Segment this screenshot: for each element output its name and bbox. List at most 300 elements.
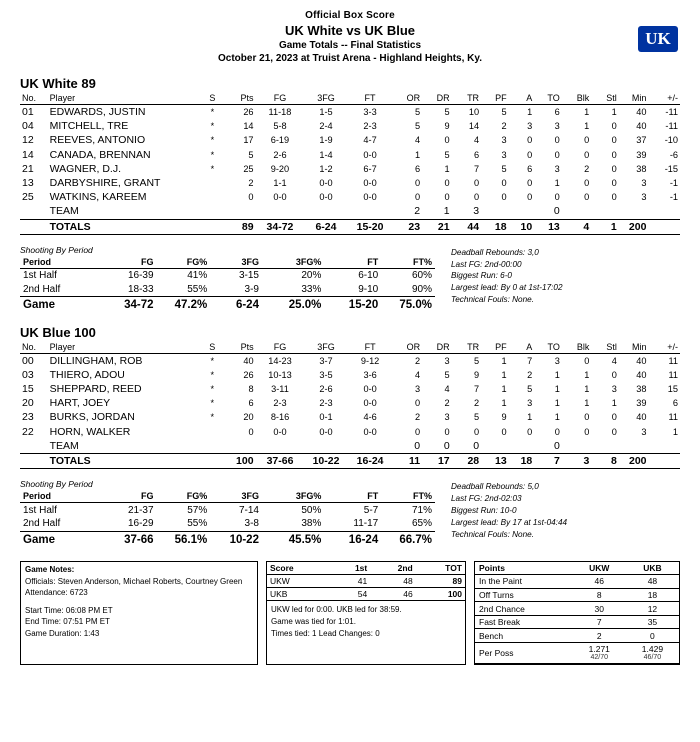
cell-dr: 5 [444,107,450,118]
cell-3fg: 0-1 [319,412,333,423]
table-row [475,602,679,616]
cell-to: 0 [554,192,560,203]
cell-3fgpct: 33% [301,283,322,295]
cell-player: DILLINGHAM, ROB [49,354,143,367]
cell-dr: 1 [443,205,450,218]
cell-player: BURKS, JORDAN [49,411,135,424]
col-ukb: UKB [626,562,679,575]
cell-no: 22 [22,425,34,438]
blue-note-lastfg: Last FG: 2nd-02:03 [451,494,522,504]
cell-a: 1 [527,107,533,118]
col-pf: PF [481,341,509,354]
col-stl: Stl [591,341,619,354]
cell-ukb: 18 [626,588,679,602]
col-period: Period [20,256,100,269]
cell-fg: 3-11 [271,384,289,395]
cell-ft: 16-24 [324,531,381,547]
cell-ft: 0-0 [363,149,377,160]
cell-no: 12 [22,134,34,147]
cell-fg: 21-37 [127,504,154,516]
cell-dr: 21 [422,219,452,234]
cell-3fg: 3-7 [319,355,333,366]
cell-dr: 9 [444,121,450,132]
attendance-line: Attendance: 6723 [25,588,88,598]
cell-ft: 0-0 [363,384,377,395]
cell-ft: 9-12 [360,355,380,366]
cell-pts: 6 [248,398,254,409]
cell-pm: -11 [665,107,678,118]
linescore-box [266,561,466,665]
cell-3fg: 7-14 [238,504,259,516]
cell-ft: 15-20 [324,297,381,313]
footer-section [20,561,680,665]
cell-period: 2nd Half [23,283,61,295]
col-plusminus: +/- [648,92,680,105]
cell-to: 0 [554,439,560,452]
cell-period: 1st Half [23,504,57,516]
cell-a: 3 [527,121,533,132]
team-label: TEAM [49,439,79,452]
cell-ft: 16-24 [348,453,393,468]
cell-fg: 34-72 [100,297,157,313]
cell-ft: 0-0 [363,426,377,437]
cell-period: Game [20,531,100,547]
cell-blk: 0 [584,355,590,366]
blue-shooting-table [20,490,435,547]
cell-stl: 0 [611,121,617,132]
cell-pm: -6 [669,149,678,160]
cell-fg: 10-13 [268,369,292,380]
cell-fgpct: 56.1% [157,531,211,547]
cell-s [199,425,226,439]
table-row [20,282,435,296]
cell-ftpct: 90% [411,283,432,295]
points-table [475,562,679,664]
table-row [20,119,680,133]
cell-or: 6 [414,163,421,174]
cell-min: 200 [619,453,649,468]
cell-fg: 0-0 [273,426,287,437]
blue-game-notes [445,479,680,547]
table-row [267,588,465,601]
cell-stl: 1 [591,219,619,234]
cell-s: * [210,369,215,380]
col-tr: TR [452,92,481,105]
cell-a: 0 [527,426,533,437]
cell-stl: 3 [611,384,617,395]
table-row [20,503,435,517]
cell-a: 18 [509,453,535,468]
cell-ft: 0-0 [363,398,377,409]
cell-3fg: 3-5 [319,369,333,380]
cell-no: 25 [22,191,34,204]
cell-ftpct: 65% [411,518,432,530]
cell-ft: 6-7 [363,163,377,174]
cell-min: 40 [636,107,647,118]
cell-pf: 5 [501,107,507,118]
per-poss-ukb-sub: 46/70 [643,654,662,662]
cell-s: * [210,121,215,132]
cell-pm: 11 [668,355,678,366]
cell-to: 3 [554,121,560,132]
col-s: S [199,92,226,105]
cell-fgpct: 41% [187,270,208,282]
cell-3fg: 1-9 [319,135,333,146]
cell-ftpct: 66.7% [381,531,435,547]
table-row [475,615,679,629]
cell-tr: 5 [474,412,480,423]
cell-ukw: 30 [573,602,626,616]
cell-fg: 8-16 [270,412,290,423]
cell-ukb: 35 [626,615,679,629]
cell-or: 0 [414,439,421,452]
team-rebounds-row [20,204,680,219]
col-blk: Blk [562,341,592,354]
cell-3fg: 3-15 [238,270,259,282]
white-player-rows [20,105,680,235]
cell-min: 40 [636,355,647,366]
cell-pf: 1 [501,355,507,366]
cell-min: 200 [619,219,649,234]
cell-fgpct: 57% [187,504,208,516]
cell-a: 0 [527,178,533,189]
cell-s: * [210,384,215,395]
col-min: Min [619,92,649,105]
cell-3fg: 0-0 [319,426,333,437]
table-row [475,629,679,643]
cell-s: * [210,355,215,366]
cell-3fgpct: 20% [301,270,322,282]
cell-player: THIERO, ADOU [49,368,125,381]
col-ft: FT [348,341,393,354]
cell-ukw: 2 [573,629,626,643]
header-line-1: Official Box Score [305,10,395,21]
cell-stl: 0 [611,369,617,380]
cell-3fgpct: 50% [301,504,322,516]
cell-to: 1 [554,412,560,423]
cell-pts: 40 [243,355,254,366]
cell-no: 23 [22,411,34,424]
cell-stl: 0 [611,412,617,423]
table-row [20,133,680,147]
cell-ft: 3-6 [363,369,377,380]
white-shooting-heading: Shooting By Period [20,244,93,255]
cell-3fg: 1-5 [319,107,333,118]
col-ft: FT [324,490,381,503]
col-to: TO [534,92,562,105]
cell-pts: 0 [248,426,254,437]
cell-ft: 6-10 [358,270,379,282]
cell-dr: 1 [444,163,450,174]
cell-label: Fast Break [475,615,573,629]
cell-ukb [626,643,679,664]
cell-to: 1 [554,178,560,189]
cell-pm: -15 [664,163,678,174]
white-game-notes [445,245,680,313]
cell-min: 40 [636,369,647,380]
cell-3fg: 10-22 [210,531,262,547]
col-player: Player [48,92,199,105]
col-s: S [199,341,226,354]
cell-pm: -1 [669,178,678,189]
cell-s [199,190,226,204]
cell-s: * [210,149,215,160]
cell-to: 3 [554,163,560,174]
end-time-line: End Time: 07:51 PM ET [25,617,110,627]
cell-label: Off Turns [475,588,573,602]
col-blk: Blk [562,92,592,105]
cell-min: 39 [636,149,647,160]
per-poss-ukw-sub: 42/70 [590,654,609,662]
cell-pts: 20 [243,412,254,423]
cell-3fgpct: 38% [301,518,322,530]
cell-no: 21 [22,162,34,175]
cell-to: 1 [554,369,560,380]
cell-blk: 1 [584,398,590,409]
cell-player: DARBYSHIRE, GRANT [49,177,161,190]
cell-or: 23 [393,219,423,234]
cell-to: 13 [534,219,562,234]
cell-no: 15 [22,383,34,396]
col-ftpct: FT% [381,490,435,503]
cell-or: 2 [414,205,421,218]
cell-or: 3 [415,384,421,395]
cell-blk: 2 [584,163,590,174]
cell-ft: 4-6 [363,412,377,423]
cell-pf: 1 [501,369,507,380]
cell-pf: 1 [501,384,507,395]
cell-dr: 0 [444,178,450,189]
table-row [20,190,680,204]
cell-a: 6 [527,163,533,174]
cell-tr: 14 [468,121,480,132]
cell-fgpct: 47.2% [157,297,211,313]
white-note-biggestrun: Biggest Run: 6-0 [451,271,512,281]
cell-blk: 0 [584,412,590,423]
cell-3fgpct: 45.5% [262,531,324,547]
col-3fg: 3FG [304,341,347,354]
cell-to: 0 [554,135,560,146]
table-row [20,368,680,382]
cell-a: 1 [527,412,533,423]
per-poss-ukw: 1.271 [588,644,610,655]
cell-period: 1st Half [23,270,57,282]
cell-to: 6 [554,107,560,118]
col-period: Period [20,490,100,503]
blue-header-row [20,341,680,354]
cell-3fg: 2-6 [319,384,333,395]
cell-ft: 0-0 [363,178,377,189]
white-note-lastfg: Last FG: 2nd-00:00 [451,259,522,269]
cell-tr: 9 [474,369,480,380]
col-tr: TR [452,341,481,354]
cell-player: WATKINS, KAREEM [49,191,147,204]
cell-fgpct: 55% [187,518,208,530]
cell-3fg: 0-0 [319,192,333,203]
col-fg: FG [256,341,305,354]
cell-ukw [573,643,626,664]
white-shooting-game-row [20,297,435,313]
cell-player: CANADA, BRENNAN [49,148,151,161]
col-or: OR [393,341,423,354]
game-notes-box [20,561,258,665]
cell-ft: 0-0 [363,192,377,203]
lead-time-line: UKW led for 0:00. UKB led for 38:59. [271,605,402,615]
col-to: TO [534,341,562,354]
white-note-largestlead: Largest lead: By 0 at 1st-17:02 [451,283,563,293]
cell-s: * [210,398,215,409]
cell-pm: 6 [672,398,678,409]
col-fgpct: FG% [157,490,211,503]
cell-pf: 13 [481,453,509,468]
cell-pm: 11 [668,369,678,380]
cell-fg: 5-8 [273,121,287,132]
page-header [0,0,700,64]
col-3fg: 3FG [304,92,347,105]
cell-3fg: 0-0 [319,178,333,189]
cell-to: 3 [554,355,560,366]
cell-s: * [210,412,215,423]
white-totals-row [20,219,680,234]
blue-note-largestlead: Largest lead: By 17 at 1st-04:44 [451,517,568,527]
cell-3fg: 2-4 [319,121,333,132]
cell-player: REEVES, ANTONIO [49,134,146,147]
cell-pm: -1 [669,192,678,203]
cell-ftpct: 71% [411,504,432,516]
cell-ukb: 48 [626,575,679,589]
table-row [475,643,679,664]
cell-fg: 37-66 [100,531,157,547]
cell-pf: 2 [501,121,507,132]
cell-pf: 0 [501,192,507,203]
cell-fg: 16-39 [127,270,154,282]
cell-dr: 3 [444,412,450,423]
duration-line: Game Duration: 1:43 [25,629,100,639]
col-fg: FG [100,490,157,503]
cell-pts: 25 [243,163,254,174]
totals-label: TOTALS [48,219,199,234]
cell-stl: 0 [611,163,617,174]
cell-player: HORN, WALKER [49,425,131,438]
col-fg: FG [100,256,157,269]
white-shooting-header [20,256,435,269]
game-notes-title: Game Notes: [25,565,75,575]
cell-3fg: 3-8 [244,518,259,530]
cell-blk: 0 [584,135,590,146]
cell-period: Game [20,297,100,313]
col-dr: DR [422,92,452,105]
cell-min: 40 [636,121,647,132]
cell-ft: 2-3 [363,121,377,132]
cell-player: EDWARDS, JUSTIN [49,106,146,119]
cell-or: 4 [414,135,421,146]
cell-period: 2nd Half [23,518,61,530]
cell-s [199,176,226,190]
cell-tr: 44 [452,219,481,234]
cell-or: 4 [415,369,421,380]
cell-ukw: 7 [573,615,626,629]
cell-ftpct: 60% [411,270,432,282]
cell-dr: 3 [444,355,450,366]
table-row [20,410,680,424]
cell-s: * [210,107,215,118]
cell-pf: 3 [501,135,507,146]
table-row [20,176,680,190]
cell-a: 3 [527,398,533,409]
blue-shooting-header [20,490,435,503]
cell-pts: 2 [248,178,254,189]
officials-line: Officials: Steven Anderson, Michael Roberts, Courtney Green [25,576,243,586]
uk-logo: UK [638,26,678,52]
cell-player: MITCHELL, TRE [49,120,129,133]
page-title: UK White vs UK Blue [284,23,415,38]
cell-pts: 100 [226,453,256,468]
table-row [20,105,680,120]
white-box-table [20,92,680,235]
cell-ft: 11-17 [353,518,379,530]
white-shooting-section [20,245,680,313]
cell-pm: -11 [665,121,678,132]
cell-ft: 4-7 [363,135,377,146]
cell-label: Per Poss [475,643,573,664]
cell-pm: -10 [664,135,678,146]
per-poss-ukb: 1.429 [641,644,664,655]
totals-label: TOTALS [48,453,199,468]
cell-min: 3 [641,426,647,437]
blue-shooting-heading: Shooting By Period [20,479,93,490]
cell-dr: 5 [444,149,450,160]
table-row [20,162,680,176]
cell-ft: 15-20 [348,219,393,234]
cell-dr: 17 [422,453,452,468]
cell-pts: 8 [248,384,254,395]
cell-stl: 0 [611,426,617,437]
col-player: Player [48,341,199,354]
table-row [20,353,680,368]
cell-dr: 5 [444,369,450,380]
cell-to: 1 [554,398,560,409]
white-note-deadball: Deadball Rebounds: 3,0 [451,247,539,257]
cell-blk: 0 [584,149,590,160]
cell-fg: 2-3 [273,398,287,409]
cell-tr: 0 [473,192,480,203]
points-header [475,562,679,575]
col-no: No. [20,341,48,354]
cell-or: 0 [414,192,421,203]
cell-or: 2 [415,412,421,423]
cell-pf: 3 [501,149,507,160]
col-points: Points [475,562,573,575]
cell-stl: 8 [591,453,619,468]
cell-or: 0 [415,426,421,437]
cell-dr: 0 [444,192,450,203]
cell-1st: 54 [331,588,370,601]
linescore-notes [267,601,465,643]
table-row [475,588,679,602]
col-ft: FT [348,92,393,105]
cell-label: 2nd Chance [475,602,573,616]
cell-a: 10 [509,219,535,234]
cell-stl: 0 [611,149,617,160]
cell-to: 1 [554,384,560,395]
cell-min: 38 [636,384,647,395]
cell-3fg: 1-4 [319,149,333,160]
col-3fgpct: 3FG% [262,256,324,269]
cell-a: 5 [527,384,533,395]
cell-fg: 6-19 [270,135,290,146]
white-team-section [20,76,680,313]
cell-stl: 1 [611,398,617,409]
